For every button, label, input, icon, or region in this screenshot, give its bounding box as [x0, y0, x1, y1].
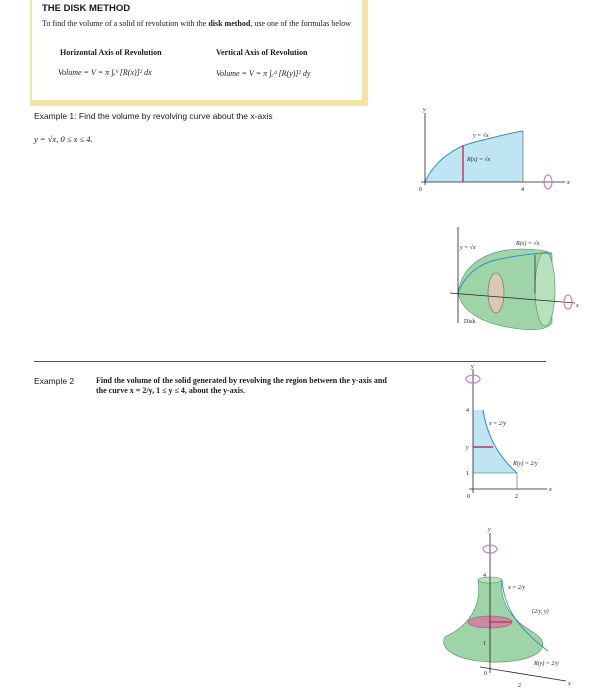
- axis-y-label: y: [423, 107, 426, 113]
- vertical-formula: Volume = V = π ∫꜀ᵈ [R(y)]² dy: [216, 69, 311, 78]
- tick-4-label: 4: [483, 573, 486, 579]
- axis-x-label: x: [549, 487, 552, 493]
- curve-label: y = √x: [460, 245, 476, 251]
- radius-label: R(x) = √x: [516, 241, 540, 247]
- disk-label: Disk: [464, 319, 476, 325]
- example1-region-figure: [415, 105, 575, 195]
- origin-label: 0: [484, 671, 487, 677]
- horizontal-formula: Volume = V = π ∫ₐᵇ [R(x)]² dx: [58, 68, 152, 77]
- radius-label: R(x) = √x: [467, 157, 491, 163]
- axis-x-label: x: [567, 180, 570, 186]
- section-divider: [34, 361, 546, 362]
- tick-1-label: 1: [483, 641, 486, 647]
- example1-solid-figure: [440, 225, 580, 335]
- horizontal-axis-heading: Horizontal Axis of Revolution: [60, 48, 162, 57]
- example1-title: Example 1: Find the volume by revolving curve about the x-axis: [34, 111, 273, 121]
- region-fill: [473, 410, 517, 473]
- radius-label: R(y) = 2/y: [513, 461, 538, 467]
- curve-label: x = 2/y: [489, 421, 507, 427]
- axis-x-label: x: [576, 303, 579, 309]
- curve-label: y = √x: [473, 133, 489, 139]
- tick-4-label: 4: [521, 187, 524, 193]
- y-marker-label: y: [466, 445, 469, 451]
- axis-y-label: y: [471, 364, 474, 370]
- disk-slice: [488, 273, 504, 313]
- tick-4-label: 4: [466, 408, 469, 414]
- solid-end-face: [535, 252, 555, 326]
- example2-solid-figure: [430, 525, 580, 695]
- tick-2-label: 2: [518, 683, 521, 689]
- tick-1-label: 1: [466, 471, 469, 477]
- x-axis-line: [480, 667, 566, 681]
- example2-label: Example 2: [34, 376, 75, 386]
- example2-region-figure: [455, 365, 565, 505]
- axis-y-label: y: [488, 527, 491, 533]
- vertical-axis-heading: Vertical Axis of Revolution: [216, 48, 308, 57]
- radius-label: R(y) = 2/y: [534, 661, 559, 667]
- example2-text: Find the volume of the solid generated by revolving the region between the y-axis and the curve x = 2/y, 1 ≤ y ≤ 4, about the y-axis.: [96, 376, 387, 395]
- origin-label: 0: [419, 187, 422, 193]
- section-title: THE DISK METHOD: [42, 3, 131, 14]
- axis-x-label: x: [568, 681, 571, 687]
- curve-label: x = 2/y: [508, 585, 526, 591]
- origin-label: 0: [467, 494, 470, 500]
- intro-text: To find the volume of a solid of revolution with the disk method, use one of the formulas below: [42, 19, 351, 28]
- disk-method-box: [30, 0, 368, 106]
- example1-equation: y = √x, 0 ≤ x ≤ 4.: [34, 134, 93, 144]
- point-label: (2/y, y): [532, 609, 549, 615]
- tick-2-label: 2: [515, 494, 518, 500]
